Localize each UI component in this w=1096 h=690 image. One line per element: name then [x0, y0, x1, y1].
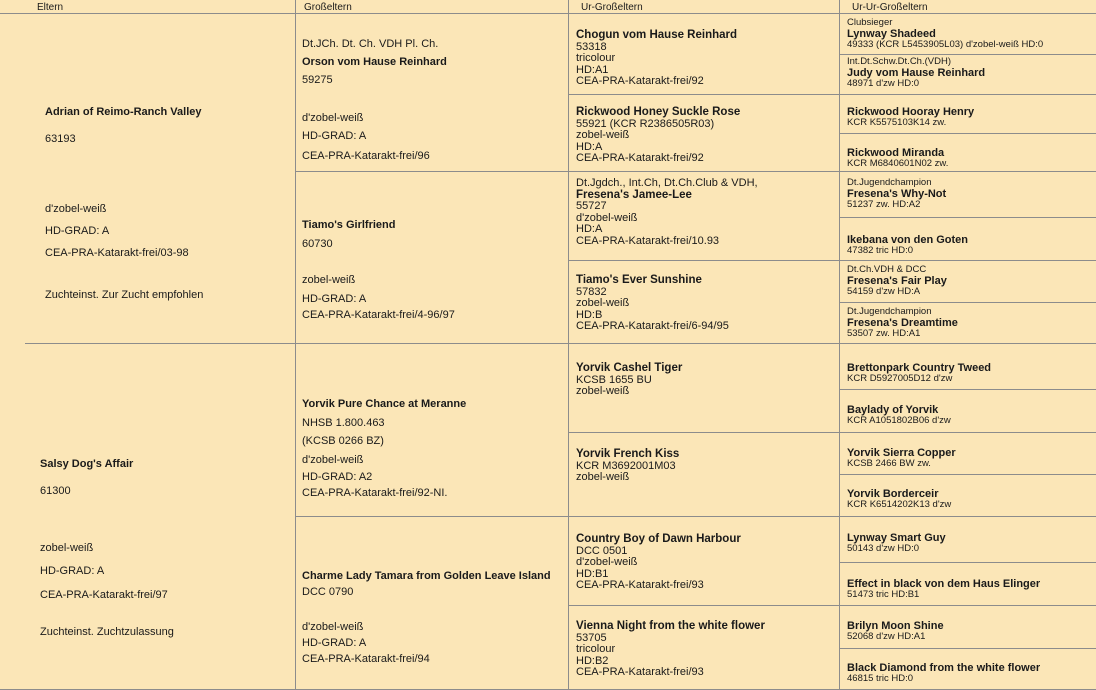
dog-name: Charme Lady Tamara from Golden Leave Island: [302, 570, 551, 582]
dog-name: Ikebana von den Goten: [847, 234, 969, 246]
dog-line: HD:A: [576, 140, 603, 153]
dog-name: Fresena's Fair Play: [847, 275, 947, 287]
dog-title: Dt.JCh. Dt. Ch. VDH Pl. Ch.: [302, 38, 439, 50]
great-grandparent: [576, 275, 729, 333]
dog-reg: 61300: [40, 485, 71, 497]
great-great-grandparent: [847, 18, 1043, 50]
great-great-grandparent: [847, 404, 951, 426]
header-eltern: Eltern: [37, 2, 64, 13]
dog-name: Tiamo's Girlfriend: [302, 219, 396, 231]
dog-line: HD:B: [576, 308, 603, 321]
dog-name: Brettonpark Country Tweed: [847, 362, 992, 374]
row-divider: [839, 217, 1096, 218]
dog-line: CEA-PRA-Katarakt-frei/92: [576, 152, 704, 164]
dog-name: Adrian of Reimo-Ranch Valley: [45, 106, 202, 118]
row-divider: [839, 474, 1096, 475]
dog-info: KCR D5927005D12 d'zw: [847, 373, 953, 384]
dog-reg2: (KCSB 0266 BZ): [302, 435, 384, 447]
dog-name: Lynway Smart Guy: [847, 532, 946, 544]
row-divider: [839, 389, 1096, 390]
column-divider: [568, 0, 569, 690]
great-great-grandparent: [847, 147, 948, 169]
dog-info: KCR A1051802B06 d'zw: [847, 415, 951, 426]
dog-line: HD:B1: [576, 567, 609, 580]
dog-color: d'zobel-weiß: [302, 112, 364, 124]
dog-eye: CEA-PRA-Katarakt-frei/96: [302, 150, 430, 162]
dog-name: Fresena's Dreamtime: [847, 317, 958, 329]
great-great-grandparent: [847, 620, 944, 642]
header-ururgrosseltern: Ur-Ur-Großeltern: [852, 2, 928, 13]
dog-info: 50143 d'zw HD:0: [847, 543, 920, 554]
dog-info: KCSB 2466 BW zw.: [847, 458, 931, 469]
dog-line: zobel-weiß: [576, 385, 630, 397]
dog-name: Effect in black von dem Haus Elinger: [847, 578, 1041, 590]
dog-eye: CEA-PRA-Katarakt-frei/03-98: [45, 247, 189, 259]
dog-line: d'zobel-weiß: [576, 211, 638, 224]
dog-info: 51237 zw. HD:A2: [847, 199, 921, 210]
great-grandparent: [576, 107, 740, 165]
dog-eye: CEA-PRA-Katarakt-frei/4-96/97: [302, 309, 455, 321]
great-great-grandparent: [847, 265, 947, 297]
dog-name: Fresena's Jamee-Lee: [576, 188, 692, 201]
dog-line: 53705: [576, 631, 607, 644]
dog-title: Dt.Jgdch., Int.Ch, Dt.Ch.Club & VDH,: [576, 177, 758, 189]
dog-info: 54159 d'zw HD:A: [847, 286, 921, 297]
dog-name: Tiamo's Ever Sunshine: [576, 274, 702, 286]
column-divider: [295, 0, 296, 690]
dog-info: KCR K6514202K13 d'zw: [847, 499, 952, 510]
dog-info: 51473 tric HD:B1: [847, 589, 920, 600]
dog-hd: HD-GRAD: A2: [302, 471, 373, 483]
dog-reg: NHSB 1.800.463: [302, 417, 385, 429]
dog-eye: CEA-PRA-Katarakt-frei/92-NI.: [302, 487, 448, 499]
dog-line: KCSB 1655 BU: [576, 373, 652, 386]
dog-line: d'zobel-weiß: [576, 556, 638, 568]
row-divider: [839, 302, 1096, 303]
great-great-grandparent: [847, 178, 946, 210]
dog-eye: CEA-PRA-Katarakt-frei/97: [40, 589, 168, 601]
dog-name: Yorvik Borderceir: [847, 488, 939, 500]
great-great-grandparent: [847, 362, 991, 384]
dog-name: Yorvik Pure Chance at Meranne: [302, 398, 467, 410]
dog-line: CEA-PRA-Katarakt-frei/93: [576, 666, 704, 678]
dog-name: Rickwood Honey Suckle Rose: [576, 106, 741, 118]
dog-name: Chogun vom Hause Reinhard: [576, 29, 738, 41]
dog-line: HD:B2: [576, 654, 609, 667]
dog-name: Yorvik Cashel Tiger: [576, 362, 683, 374]
dog-info: KCR M6840601N02 zw.: [847, 158, 949, 169]
dog-info: 53507 zw. HD:A1: [847, 328, 921, 339]
great-grandparent: [576, 30, 737, 88]
dog-color: d'zobel-weiß: [302, 621, 364, 633]
dog-breeding: Zuchteinst. Zuchtzulassung: [40, 626, 174, 638]
dog-color: zobel-weiß: [302, 274, 356, 286]
dog-title: Clubsieger: [847, 17, 893, 28]
dog-name: Brilyn Moon Shine: [847, 620, 944, 632]
dog-reg: 63193: [45, 133, 76, 145]
column-divider: [839, 0, 840, 690]
great-grandparent: [576, 363, 682, 398]
dog-name: Lynway Shadeed: [847, 28, 936, 40]
row-divider: [295, 171, 1096, 172]
dog-color: d'zobel-weiß: [45, 203, 107, 215]
dog-line: CEA-PRA-Katarakt-frei/92: [576, 75, 704, 87]
dog-color: d'zobel-weiß: [302, 454, 364, 466]
great-grandparent: [576, 449, 679, 484]
great-great-grandparent: [847, 662, 1040, 684]
dog-hd: HD-GRAD: A: [40, 565, 105, 577]
dog-reg: DCC 0790: [302, 586, 354, 598]
great-great-grandparent: [847, 578, 1040, 600]
dog-hd: HD-GRAD: A: [45, 225, 110, 237]
dog-line: zobel-weiß: [576, 129, 630, 141]
row-divider: [568, 432, 1096, 433]
dog-line: CEA-PRA-Katarakt-frei/10.93: [576, 234, 720, 247]
dog-color: zobel-weiß: [40, 542, 94, 554]
dog-line: CEA-PRA-Katarakt-frei/6-94/95: [576, 320, 729, 332]
row-divider: [568, 94, 1096, 95]
dog-line: HD:A: [576, 223, 603, 235]
dog-reg: 60730: [302, 238, 333, 250]
dog-line: zobel-weiß: [576, 471, 630, 483]
dog-breeding: Zuchteinst. Zur Zucht empfohlen: [45, 289, 204, 301]
great-great-grandparent: [847, 106, 974, 128]
dog-hd: HD-GRAD: A: [302, 130, 367, 142]
row-divider: [295, 516, 1096, 517]
dog-info: 46815 tric HD:0: [847, 673, 914, 684]
header-divider: [0, 13, 1096, 14]
great-great-grandparent: [847, 488, 951, 510]
great-grandparent: [576, 621, 765, 679]
dog-name: Black Diamond from the white flower: [847, 662, 1041, 674]
dog-name: Judy vom Hause Reinhard: [847, 67, 986, 79]
dog-title: Dt.Jugendchampion: [847, 177, 932, 188]
dog-line: HD:A1: [576, 63, 609, 76]
row-divider: [25, 343, 1096, 344]
dog-line: 55921 (KCR R2386505R03): [576, 117, 715, 130]
row-divider: [839, 54, 1096, 55]
dog-info: 49333 (KCR L5453905L03) d'zobel-weiß HD:0: [847, 39, 1044, 50]
dog-title: Dt.Jugendchampion: [847, 306, 932, 317]
row-divider: [568, 605, 1096, 606]
dog-name: Vienna Night from the white flower: [576, 620, 765, 632]
great-grandparent: [576, 534, 741, 592]
dog-name: Baylady of Yorvik: [847, 404, 939, 416]
dog-info: KCR K5575103K14 zw.: [847, 117, 947, 128]
dog-hd: HD-GRAD: A: [302, 293, 367, 305]
great-great-grandparent: [847, 532, 946, 554]
header-urgrosseltern: Ur-Großeltern: [581, 2, 643, 13]
dog-line: zobel-weiß: [576, 297, 630, 309]
dog-hd: HD-GRAD: A: [302, 637, 367, 649]
dog-line: tricolour: [576, 52, 616, 64]
dog-name: Salsy Dog's Affair: [40, 458, 134, 470]
dog-line: KCR M3692001M03: [576, 459, 676, 472]
dog-line: tricolour: [576, 643, 616, 655]
dog-info: 47382 tric HD:0: [847, 245, 914, 256]
great-great-grandparent: [847, 57, 985, 89]
dog-info: 52068 d'zw HD:A1: [847, 631, 926, 642]
row-divider: [839, 133, 1096, 134]
header-grosseltern: Großeltern: [304, 2, 352, 13]
dog-name: Rickwood Miranda: [847, 147, 945, 159]
row-divider: [839, 648, 1096, 649]
great-great-grandparent: [847, 447, 956, 469]
dog-line: DCC 0501: [576, 544, 628, 557]
dog-line: CEA-PRA-Katarakt-frei/93: [576, 579, 704, 591]
dog-name: Fresena's Why-Not: [847, 188, 947, 200]
dog-title: Dt.Ch.VDH & DCC: [847, 264, 927, 275]
dog-title: Int.Dt.Schw.Dt.Ch.(VDH): [847, 56, 951, 67]
dog-name: Yorvik Sierra Copper: [847, 447, 956, 459]
row-divider: [568, 260, 1096, 261]
dog-name: Orson vom Hause Reinhard: [302, 56, 447, 68]
great-grandparent: [576, 178, 758, 247]
dog-line: 53318: [576, 40, 607, 53]
dog-name: Country Boy of Dawn Harbour: [576, 533, 741, 545]
dog-line: 57832: [576, 285, 607, 298]
row-divider: [839, 562, 1096, 563]
dog-line: 55727: [576, 200, 607, 212]
dog-reg: 59275: [302, 74, 333, 86]
dog-name: Yorvik French Kiss: [576, 448, 680, 460]
dog-eye: CEA-PRA-Katarakt-frei/94: [302, 653, 430, 665]
dog-name: Rickwood Hooray Henry: [847, 106, 975, 118]
great-great-grandparent: [847, 307, 958, 339]
great-great-grandparent: [847, 234, 968, 256]
dog-info: 48971 d'zw HD:0: [847, 78, 920, 89]
